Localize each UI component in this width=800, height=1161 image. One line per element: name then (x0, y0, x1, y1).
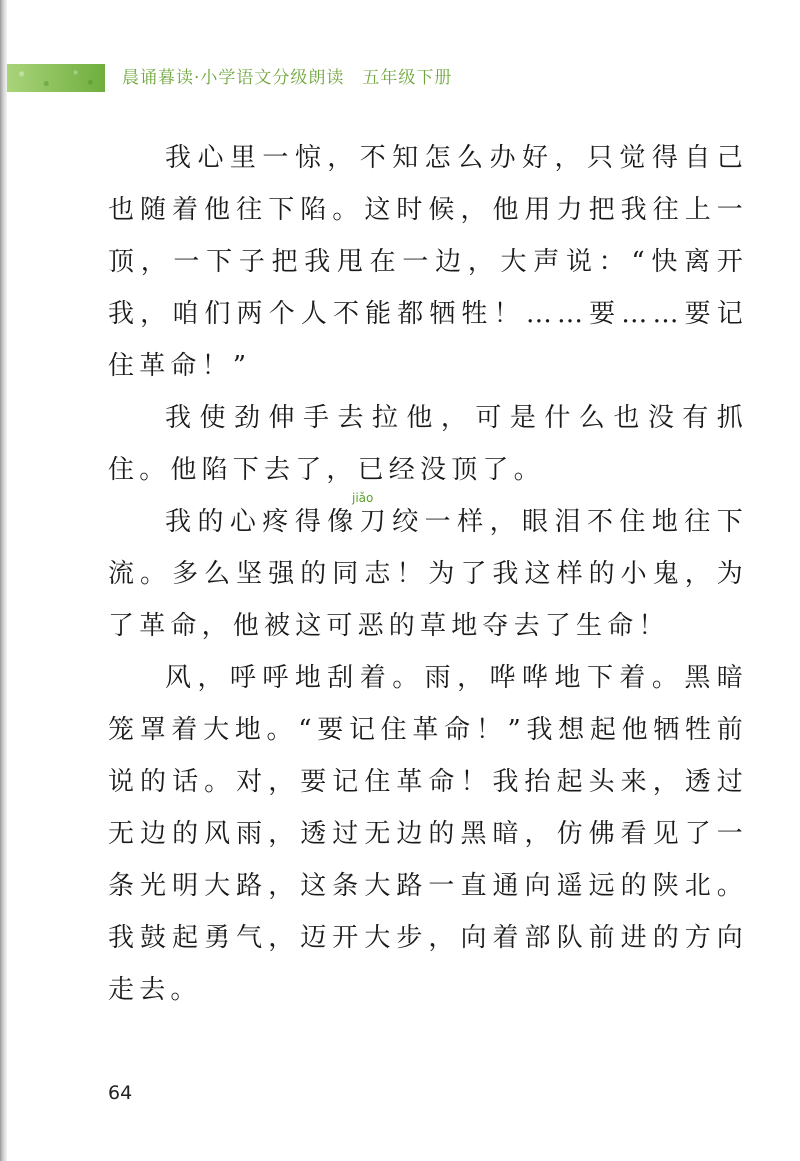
series-title: 晨诵暮读·小学语文分级朗读 (122, 68, 345, 88)
paragraph-4: 风，呼呼地刮着。雨，哗哗地下着。黑暗笼罩着大地。“要记住革命！”我想起他牺牲前说的话。对，要记住革命！我抬起头来，透过无边的风雨，透过无边的黑暗，仿佛看见了一条光明大路，这条大路一直通向遥远的陕北。我鼓起勇气，迈开大步，向着部队前进的方向走去。 (108, 663, 748, 1005)
page-binding-edge (0, 0, 7, 1161)
grade-label: 五年级下册 (362, 68, 453, 88)
paragraph-3: 我的心疼得像刀绞一样，眼泪不住地往下流。多么坚强的同志！为了我这样的小鬼，为了革命，他被这可恶的草地夺去了生命！ (108, 507, 748, 641)
header-decoration-band (7, 64, 105, 92)
story-text (108, 132, 748, 1016)
page-number: 64 (108, 1082, 133, 1104)
running-header (122, 64, 452, 92)
paragraph-1: 我心里一惊，不知怎么办好，只觉得自己也随着他往下陷。这时候，他用力把我往上一顶，一下子把我甩在一边，大声说：“快离开我，咱们两个人不能都牺牲！……要……要记住革命！” (108, 143, 748, 381)
paragraph-2: 我使劲伸手去拉他，可是什么也没有抓住。他陷下去了，已经没顶了。 (108, 403, 748, 485)
pinyin-annotation: jiǎo (352, 491, 374, 505)
